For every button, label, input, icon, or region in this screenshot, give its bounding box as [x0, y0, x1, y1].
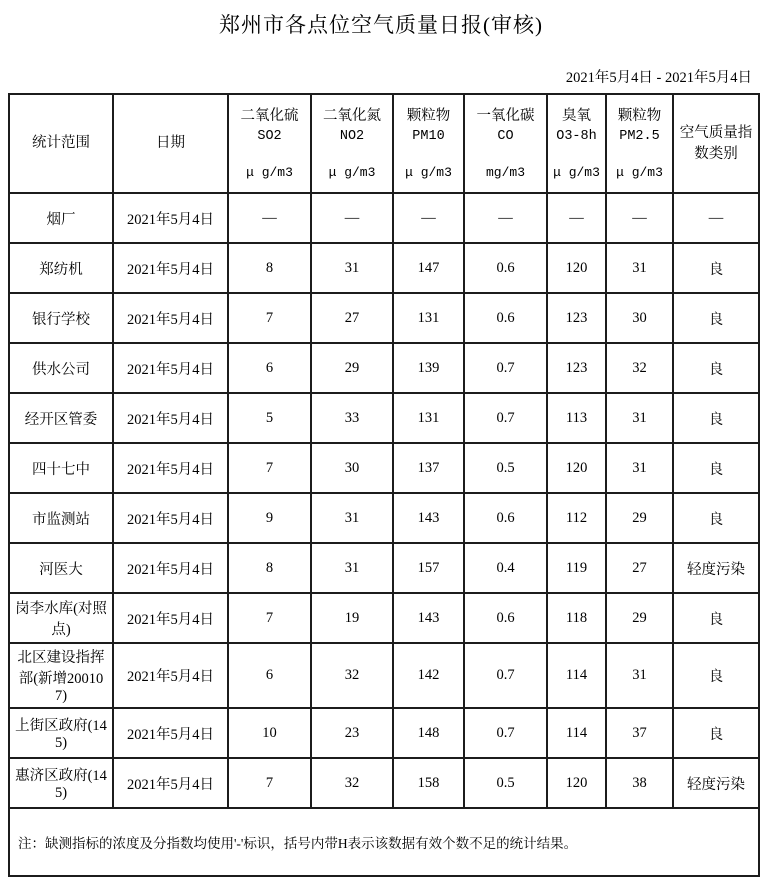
column-header-so2: [228, 94, 311, 193]
column-name: 一氧化碳: [476, 107, 535, 124]
cell-pm10: 148: [393, 708, 464, 758]
cell-co: 0.5: [464, 443, 547, 493]
cell-o3: 112: [547, 493, 606, 543]
cell-co: 0.7: [464, 343, 547, 393]
cell-o3: 120: [547, 443, 606, 493]
cell-station: 烟厂: [9, 193, 113, 243]
cell-o3: 123: [547, 343, 606, 393]
cell-so2: 7: [228, 443, 311, 493]
table-row: [9, 193, 759, 243]
cell-o3: 114: [547, 643, 606, 708]
cell-category: 良: [673, 443, 759, 493]
table-body: [9, 193, 759, 808]
cell-date: 2021年5月4日: [113, 193, 228, 243]
cell-so2: 10: [228, 708, 311, 758]
cell-no2: —: [311, 193, 393, 243]
cell-date: 2021年5月4日: [113, 243, 228, 293]
cell-no2: 27: [311, 293, 393, 343]
cell-station: 经开区管委: [9, 393, 113, 443]
column-header-o3: [547, 94, 606, 193]
cell-pm25: 30: [606, 293, 673, 343]
cell-pm25: 27: [606, 543, 673, 593]
cell-pm25: 29: [606, 493, 673, 543]
note-row: [9, 808, 759, 876]
cell-no2: 30: [311, 443, 393, 493]
column-code: SO2: [257, 128, 282, 144]
cell-pm10: 131: [393, 293, 464, 343]
cell-no2: 33: [311, 393, 393, 443]
cell-o3: 123: [547, 293, 606, 343]
cell-co: 0.6: [464, 593, 547, 643]
column-name: 颗粒物: [406, 107, 451, 124]
cell-no2: 32: [311, 643, 393, 708]
cell-category: 良: [673, 293, 759, 343]
cell-o3: 118: [547, 593, 606, 643]
report-date-range: 2021年5月4日 - 2021年5月4日: [565, 70, 752, 86]
cell-pm25: 29: [606, 593, 673, 643]
cell-o3: —: [547, 193, 606, 243]
cell-pm25: —: [606, 193, 673, 243]
header-row: [9, 94, 759, 193]
column-header-pm25: [606, 94, 673, 193]
column-unit: μ g/m3: [405, 164, 452, 180]
table-row: [9, 393, 759, 443]
cell-co: 0.7: [464, 708, 547, 758]
column-header-date: [113, 94, 228, 193]
table-row: [9, 343, 759, 393]
cell-so2: 8: [228, 243, 311, 293]
cell-date: 2021年5月4日: [113, 443, 228, 493]
cell-so2: 7: [228, 593, 311, 643]
cell-co: 0.7: [464, 643, 547, 708]
table-row: [9, 543, 759, 593]
table-row: [9, 243, 759, 293]
cell-so2: 9: [228, 493, 311, 543]
cell-pm10: 139: [393, 343, 464, 393]
column-name: 空气质量指数类别: [679, 124, 753, 162]
cell-category: 轻度污染: [673, 543, 759, 593]
cell-category: 良: [673, 643, 759, 708]
column-code: O3-8h: [556, 128, 597, 144]
column-unit: μ g/m3: [553, 164, 600, 180]
cell-date: 2021年5月4日: [113, 643, 228, 708]
cell-category: 良: [673, 343, 759, 393]
cell-date: 2021年5月4日: [113, 758, 228, 808]
cell-pm25: 31: [606, 393, 673, 443]
column-header-pm10: [393, 94, 464, 193]
cell-station: 北区建设指挥部(新增200107): [9, 643, 113, 708]
cell-no2: 32: [311, 758, 393, 808]
column-unit: μ g/m3: [246, 164, 293, 180]
cell-pm25: 31: [606, 643, 673, 708]
cell-pm10: 142: [393, 643, 464, 708]
cell-pm10: —: [393, 193, 464, 243]
table-footer: [9, 808, 759, 876]
cell-so2: 8: [228, 543, 311, 593]
column-unit: μ g/m3: [616, 164, 663, 180]
cell-o3: 119: [547, 543, 606, 593]
column-unit: mg/m3: [485, 164, 525, 180]
cell-no2: 19: [311, 593, 393, 643]
table-row: [9, 643, 759, 708]
cell-date: 2021年5月4日: [113, 593, 228, 643]
column-header-category: [673, 94, 759, 193]
cell-station: 上街区政府(145): [9, 708, 113, 758]
table-row: [9, 493, 759, 543]
cell-station: 市监测站: [9, 493, 113, 543]
column-name: 日期: [156, 135, 185, 151]
column-name: 二氧化硫: [240, 107, 299, 124]
cell-co: 0.6: [464, 493, 547, 543]
cell-category: 良: [673, 708, 759, 758]
cell-so2: 6: [228, 343, 311, 393]
cell-category: 良: [673, 243, 759, 293]
column-code: PM2.5: [619, 128, 660, 144]
column-unit: μ g/m3: [328, 164, 376, 180]
cell-station: 岗李水库(对照点): [9, 593, 113, 643]
cell-station: 惠济区政府(145): [9, 758, 113, 808]
cell-pm10: 158: [393, 758, 464, 808]
cell-pm25: 31: [606, 443, 673, 493]
cell-station: 河医大: [9, 543, 113, 593]
cell-co: 0.6: [464, 243, 547, 293]
column-header-co: [464, 94, 547, 193]
cell-category: 良: [673, 493, 759, 543]
table-header: [9, 94, 759, 193]
column-name: 臭氧: [562, 107, 591, 124]
cell-station: 郑纺机: [9, 243, 113, 293]
cell-pm10: 147: [393, 243, 464, 293]
cell-no2: 31: [311, 493, 393, 543]
cell-o3: 113: [547, 393, 606, 443]
cell-station: 四十七中: [9, 443, 113, 493]
column-header-no2: [311, 94, 393, 193]
column-header-station: [9, 94, 113, 193]
cell-co: 0.6: [464, 293, 547, 343]
cell-so2: 7: [228, 293, 311, 343]
cell-o3: 114: [547, 708, 606, 758]
cell-station: 供水公司: [9, 343, 113, 393]
column-code: NO2: [339, 128, 365, 144]
cell-pm25: 32: [606, 343, 673, 393]
table-row: [9, 293, 759, 343]
cell-pm10: 131: [393, 393, 464, 443]
cell-no2: 31: [311, 243, 393, 293]
cell-o3: 120: [547, 758, 606, 808]
cell-station: 银行学校: [9, 293, 113, 343]
cell-date: 2021年5月4日: [113, 393, 228, 443]
cell-co: —: [464, 193, 547, 243]
cell-pm10: 143: [393, 493, 464, 543]
cell-no2: 31: [311, 543, 393, 593]
cell-pm25: 37: [606, 708, 673, 758]
column-code: PM10: [412, 128, 445, 144]
table-row: [9, 593, 759, 643]
cell-date: 2021年5月4日: [113, 343, 228, 393]
cell-o3: 120: [547, 243, 606, 293]
air-quality-table: [8, 93, 760, 877]
cell-so2: 7: [228, 758, 311, 808]
cell-pm25: 31: [606, 243, 673, 293]
cell-pm10: 157: [393, 543, 464, 593]
cell-so2: 6: [228, 643, 311, 708]
cell-category: 轻度污染: [673, 758, 759, 808]
table-note: 注：缺测指标的浓度及分指数均使用'-'标识，括号内带H表示该数据有效个数不足的统计结果。: [9, 808, 759, 876]
cell-category: 良: [673, 393, 759, 443]
column-name: 二氧化氮: [323, 107, 381, 124]
page-title: 郑州市各点位空气质量日报(审核): [219, 13, 543, 37]
cell-pm25: 38: [606, 758, 673, 808]
cell-no2: 23: [311, 708, 393, 758]
cell-no2: 29: [311, 343, 393, 393]
column-name: 统计范围: [32, 135, 90, 151]
cell-so2: 5: [228, 393, 311, 443]
cell-co: 0.7: [464, 393, 547, 443]
column-code: CO: [497, 128, 514, 144]
cell-co: 0.5: [464, 758, 547, 808]
table-row: [9, 758, 759, 808]
cell-co: 0.4: [464, 543, 547, 593]
cell-pm10: 143: [393, 593, 464, 643]
cell-pm10: 137: [393, 443, 464, 493]
cell-category: 良: [673, 593, 759, 643]
cell-category: —: [673, 193, 759, 243]
cell-date: 2021年5月4日: [113, 493, 228, 543]
cell-so2: —: [228, 193, 311, 243]
cell-date: 2021年5月4日: [113, 293, 228, 343]
column-name: 颗粒物: [617, 107, 662, 124]
table-row: [9, 443, 759, 493]
cell-date: 2021年5月4日: [113, 708, 228, 758]
cell-date: 2021年5月4日: [113, 543, 228, 593]
table-row: [9, 708, 759, 758]
